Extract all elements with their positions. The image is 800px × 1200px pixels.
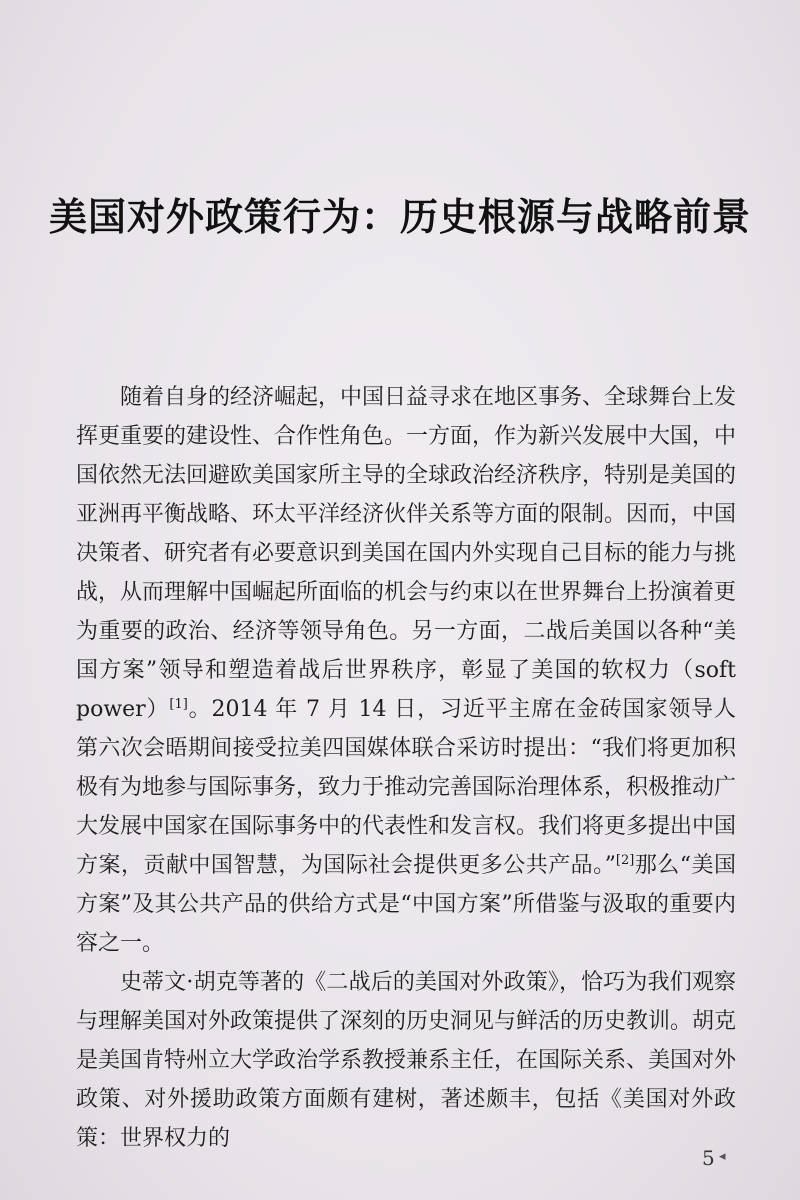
paragraph-1-part-3: 那么“美国方案”及其公共产品的供给方式是“中国方案”所借鉴与汲取的重要内容之一。 [76, 853, 737, 956]
footnote-ref-2: [2] [615, 853, 635, 868]
paragraph-1-part-2: 。2014 年 7 月 14 日，习近平主席在金砖国家领导人第六次会晤期间接受拉美四国媒体联合采访时提出：“我们将更加积极有为地参与国际事务，致力于推动完善国际治理体系，积极推动广大发展中国家在国际事务中的代表性和发言权。我们将更多提出中国方案，贡献中国智慧，为国际社会提供更多公共产品。” [76, 697, 737, 878]
footnote-ref-1: [1] [169, 697, 188, 712]
page-marker-icon: ◂ [719, 1149, 726, 1164]
paragraph-1 [76, 378, 736, 963]
chapter-title: 美国对外政策行为：历史根源与战略前景 [48, 194, 751, 239]
paragraph-1-part-1: 随着自身的经济崛起，中国日益寻求在地区事务、全球舞台上发挥更重要的建设性、合作性角色。一方面，作为新兴发展中大国，中国依然无法回避欧美国家所主导的全球政治经济秩序，特别是美国的亚洲再平衡战略、环太平洋经济伙伴关系等方面的限制。因而，中国决策者、研究者有必要意识到美国在国内外实现自己目标的能力与挑战，从而理解中国崛起所面临的机会与约束以在世界舞台上扮演着更为重要的政治、经济等领导角色。另一方面，二战后美国以各种“美国方案”领导和塑造着战后世界秩序，彰显了美国的软权力（soft power） [76, 385, 737, 722]
body-text [76, 378, 736, 1158]
page-number: 5 [702, 1146, 715, 1170]
paragraph-2: 史蒂文·胡克等著的《二战后的美国对外政策》，恰巧为我们观察与理解美国对外政策提供了深刻的历史洞见与鲜活的历史教训。胡克是美国肯特州立大学政治学系教授兼系主任，在国际关系、美国对外政策、对外援助政策方面颇有建树，著述颇丰，包括《美国对外政策：世界权力的 [76, 970, 737, 1151]
